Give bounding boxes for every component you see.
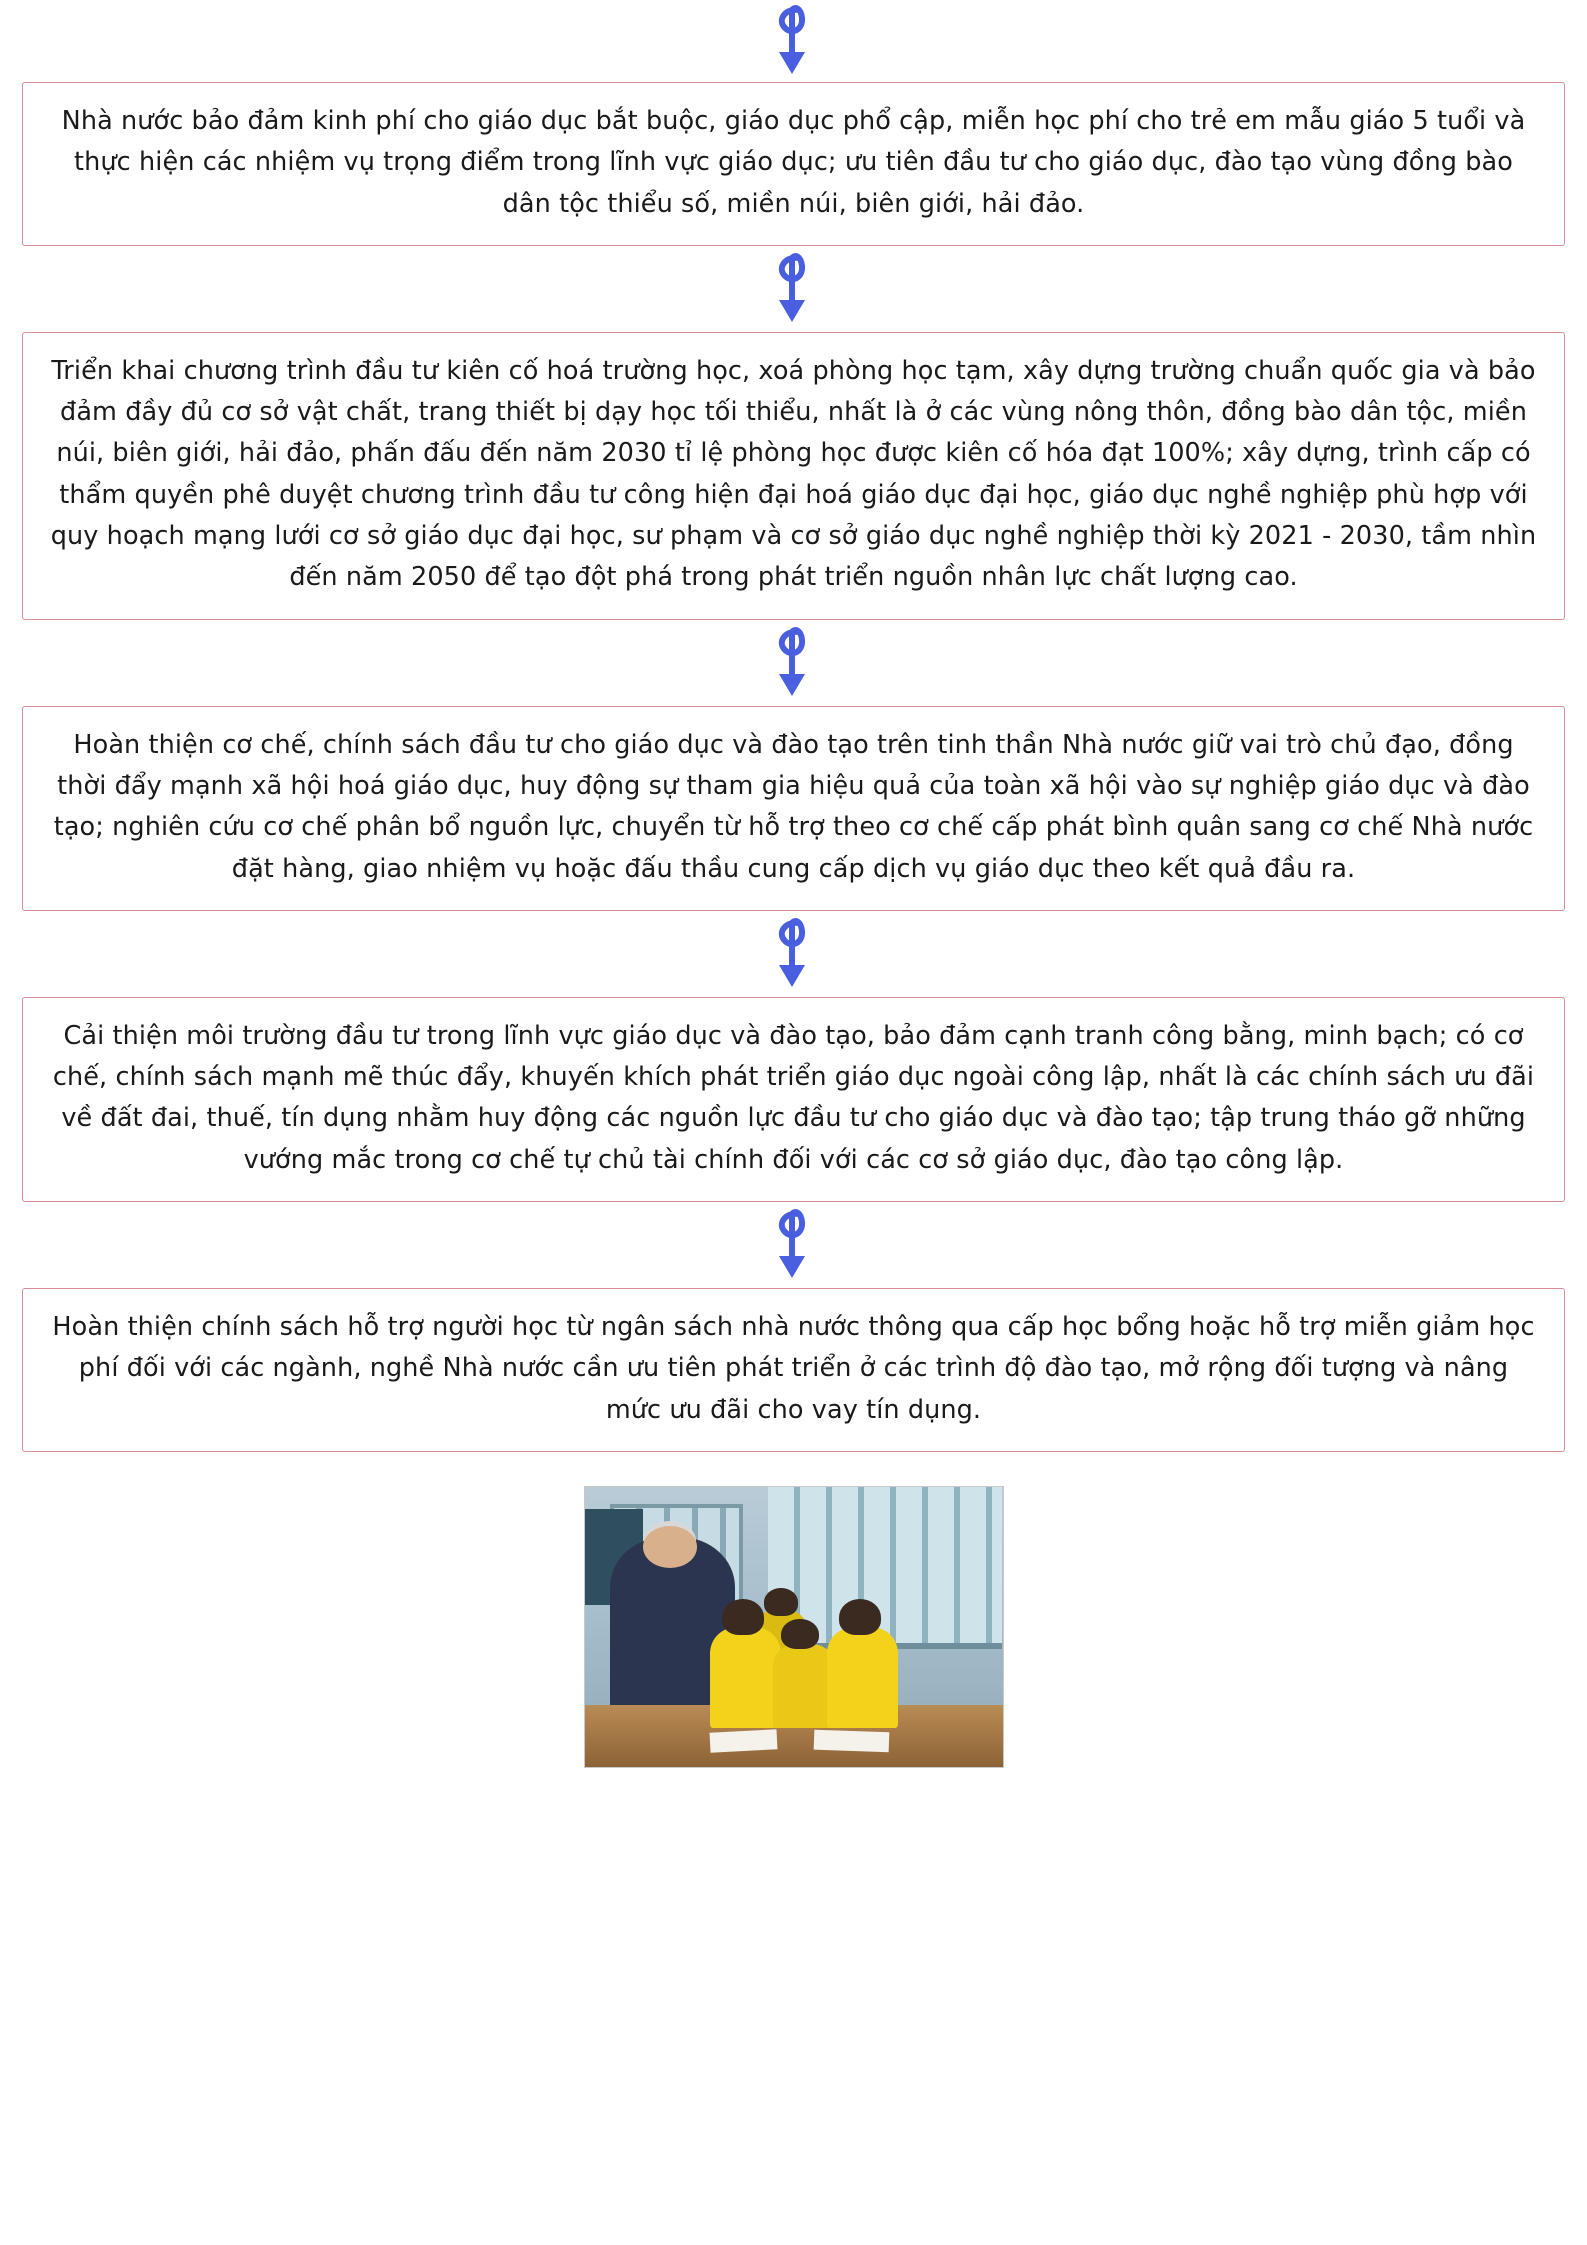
photo-student-3-head xyxy=(839,1599,881,1635)
flow-step-5-text: Hoàn thiện chính sách hỗ trợ người học từ ngân sách nhà nước thông qua cấp học bổng hoặc hỗ trợ miễn giảm học phí đối với các ngành, nghề Nhà nước cần ưu tiên phát triển ở các trình độ đào tạo, mở rộng đối tượng và nâng mức ưu đãi cho vay tín dụng. xyxy=(52,1312,1535,1425)
flow-step-2-text: Triển khai chương trình đầu tư kiên cố hoá trường học, xoá phòng học tạm, xây dựng trường chuẩn quốc gia và bảo đảm đầy đủ cơ sở vật chất, trang thiết bị dạy học tối thiểu, nhất là ở các vùng nông thôn, đồng bào dân tộc, miền núi, biên giới, hải đảo, phấn đấu đến năm 2030 tỉ lệ phòng học được kiên cố hóa đạt 100%; xây dựng, trình cấp có thẩm quyền phê duyệt chương trình đầu tư công hiện đại hoá giáo dục đại học, giáo dục nghề nghiệp phù hợp với quy hoạch mạng lưới cơ sở giáo dục đại học, sư phạm và cơ sở giáo dục nghề nghiệp thời kỳ 2021 - 2030, tầm nhìn đến năm 2050 để tạo đột phá trong phát triển nguồn nhân lực chất lượng cao. xyxy=(50,355,1537,593)
flow-step-3 xyxy=(22,706,1565,911)
curved-down-arrow-icon xyxy=(759,624,829,702)
flow-arrow-1 xyxy=(0,0,1587,82)
flow-step-4 xyxy=(22,997,1565,1202)
photo-container xyxy=(0,1486,1587,1788)
flow-arrow-2 xyxy=(0,246,1587,332)
flow-step-1 xyxy=(22,82,1565,246)
curved-down-arrow-icon xyxy=(759,2,829,80)
flow-step-3-text: Hoàn thiện cơ chế, chính sách đầu tư cho giáo dục và đào tạo trên tinh thần Nhà nước giữ vai trò chủ đạo, đồng thời đẩy mạnh xã hội hoá giáo dục, huy động sự tham gia hiệu quả của toàn xã hội vào sự nghiệp giáo dục và đào tạo; nghiên cứu cơ chế phân bổ nguồn lực, chuyển từ hỗ trợ theo cơ chế cấp phát bình quân sang cơ chế Nhà nước đặt hàng, giao nhiệm vụ hoặc đấu thầu cung cấp dịch vụ giáo dục theo kết quả đầu ra. xyxy=(53,729,1534,884)
flow-step-4-text: Cải thiện môi trường đầu tư trong lĩnh vực giáo dục và đào tạo, bảo đảm cạnh tranh công bằng, minh bạch; có cơ chế, chính sách mạnh mẽ thúc đẩy, khuyến khích phát triển giáo dục ngoài công lập, nhất là các chính sách ưu đãi về đất đai, thuế, tín dụng nhằm huy động các nguồn lực đầu tư cho giáo dục và đào tạo; tập trung tháo gỡ những vướng mắc trong cơ chế tự chủ tài chính đối với các cơ sở giáo dục, đào tạo công lập. xyxy=(52,1020,1535,1175)
flow-step-1-text: Nhà nước bảo đảm kinh phí cho giáo dục bắt buộc, giáo dục phổ cập, miễn học phí cho trẻ em mẫu giáo 5 tuổi và thực hiện các nhiệm vụ trọng điểm trong lĩnh vực giáo dục; ưu tiên đầu tư cho giáo dục, đào tạo vùng đồng bào dân tộc thiểu số, miền núi, biên giới, hải đảo. xyxy=(61,106,1526,219)
photo-student-1-head xyxy=(722,1599,764,1635)
flow-arrow-4 xyxy=(0,911,1587,997)
flow-step-2 xyxy=(22,332,1565,620)
classroom-photo xyxy=(584,1486,1004,1768)
photo-notebook-1 xyxy=(709,1729,777,1752)
photo-student-2 xyxy=(773,1644,836,1728)
flow-arrow-5 xyxy=(0,1202,1587,1288)
photo-notebook-2 xyxy=(814,1729,890,1751)
photo-student-back-head xyxy=(764,1588,797,1616)
photo-student-2-head xyxy=(781,1619,819,1650)
photo-student-3 xyxy=(827,1627,898,1728)
photo-student-1 xyxy=(710,1627,781,1728)
curved-down-arrow-icon xyxy=(759,250,829,328)
curved-down-arrow-icon xyxy=(759,1206,829,1284)
curved-down-arrow-icon xyxy=(759,915,829,993)
flow-arrow-3 xyxy=(0,620,1587,706)
flow-step-5 xyxy=(22,1288,1565,1452)
